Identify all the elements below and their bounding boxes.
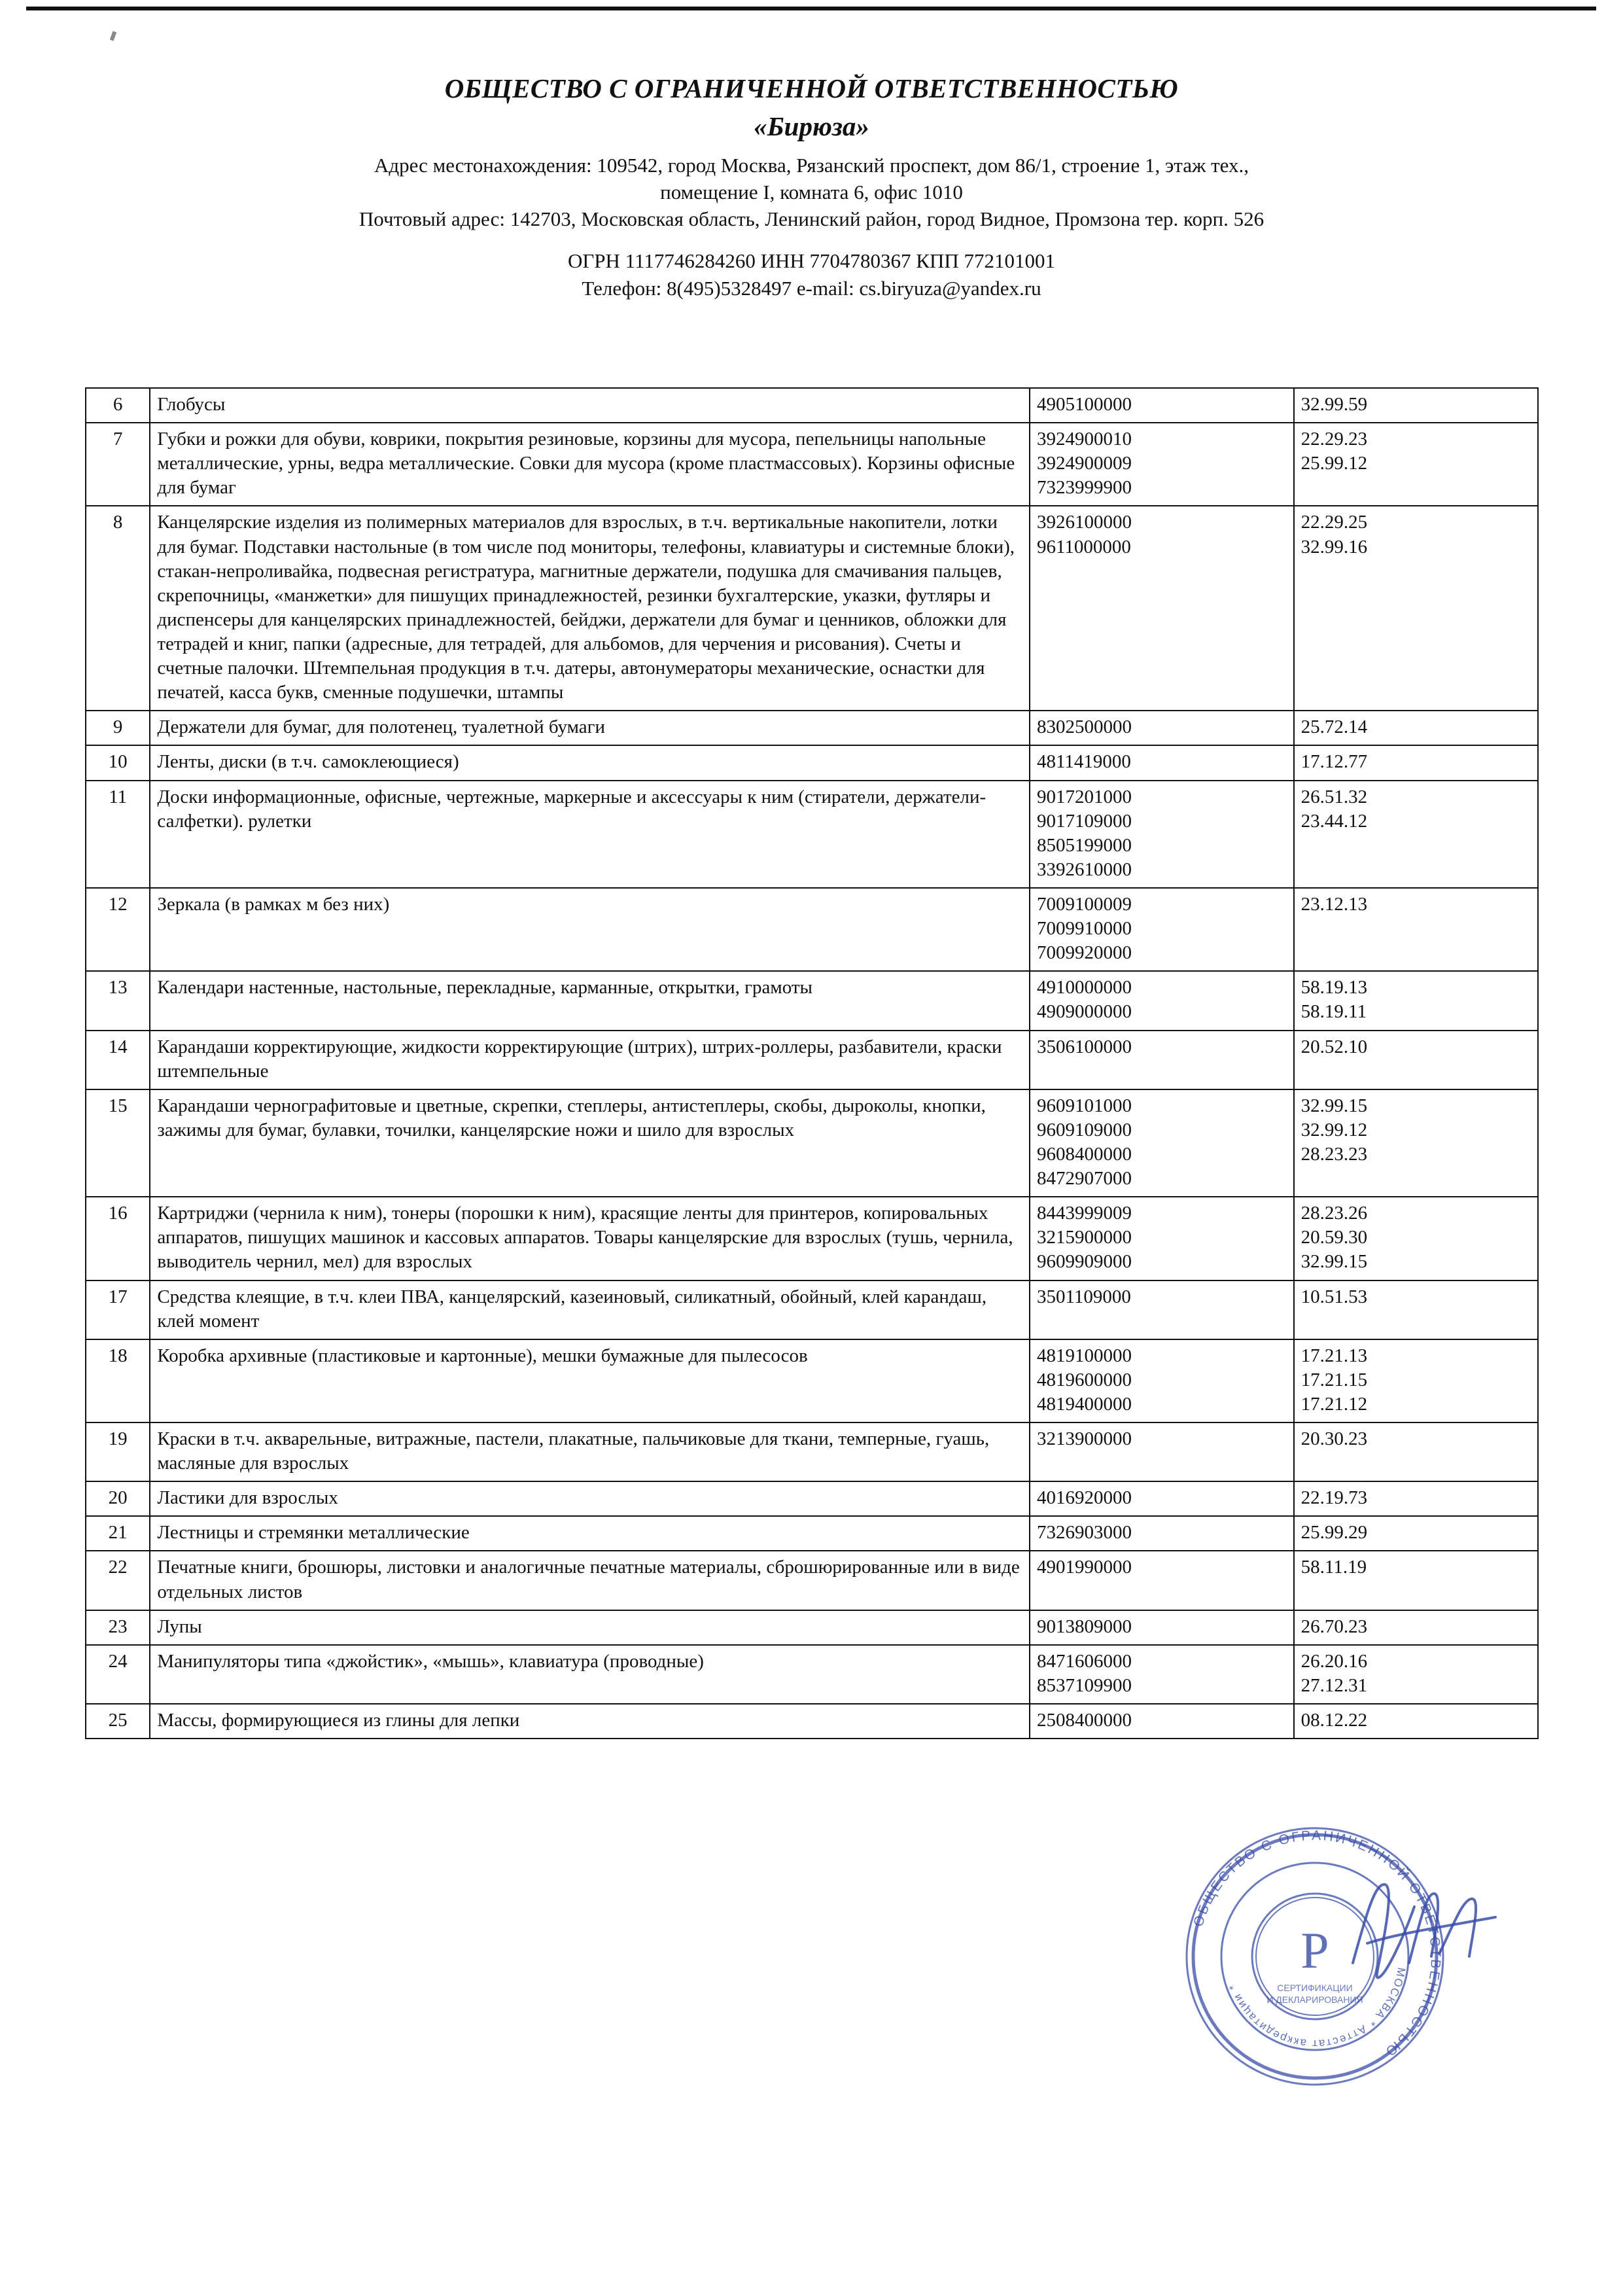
table-row: [86, 423, 1538, 506]
table-row: [86, 1089, 1538, 1197]
row-description: Коробка архивные (пластиковые и картонные), мешки бумажные для пылесосов: [150, 1339, 1030, 1422]
table-row: [86, 506, 1538, 711]
signature: [1341, 1865, 1518, 1996]
code-value: 9608400000: [1036, 1143, 1132, 1165]
code-value: 3924900009: [1036, 453, 1132, 474]
products-table-body: [86, 388, 1538, 1739]
row-number: 11: [86, 781, 150, 888]
row-okpd: [1294, 1481, 1538, 1516]
row-number: 23: [86, 1610, 150, 1645]
row-okpd: [1294, 388, 1538, 423]
row-description: Держатели для бумаг, для полотенец, туалетной бумаги: [150, 711, 1030, 745]
address-line-1: Адрес местонахождения: 109542, город Москва, Рязанский проспект, дом 86/1, строение 1, этаж тех.,: [374, 154, 1249, 177]
row-codes: [1030, 506, 1294, 711]
row-description: Губки и рожки для обуви, коврики, покрытия резиновые, корзины для мусора, пепельницы напольные металлические, урны, ведра металлические. Совки для мусора (кроме пластмассовых). Корзины офисные для бумаг: [150, 423, 1030, 506]
code-value: 4905100000: [1036, 394, 1132, 415]
okpd-value: 23.44.12: [1300, 810, 1368, 832]
okpd-value: 28.23.23: [1300, 1143, 1368, 1165]
okpd-value: 32.99.59: [1300, 394, 1368, 415]
row-number: 21: [86, 1516, 150, 1551]
okpd-value: 20.52.10: [1300, 1036, 1368, 1057]
row-codes: [1030, 971, 1294, 1030]
table-row: [86, 388, 1538, 423]
row-okpd: [1294, 1610, 1538, 1645]
table-row: [86, 1422, 1538, 1481]
okpd-value: 25.99.12: [1300, 453, 1368, 474]
row-okpd: [1294, 1280, 1538, 1339]
okpd-value: 32.99.16: [1300, 536, 1368, 557]
row-okpd: [1294, 423, 1538, 506]
okpd-value: 17.21.12: [1300, 1393, 1368, 1415]
row-okpd: [1294, 506, 1538, 711]
row-description: Манипуляторы типа «джойстик», «мышь», клавиатура (проводные): [150, 1645, 1030, 1704]
row-description: Массы, формирующиеся из глины для лепки: [150, 1704, 1030, 1739]
row-description: Картриджи (чернила к ним), тонеры (порошки к ним), красящие ленты для принтеров, копировальных аппаратов, пишущих машинок и кассовых аппаратов. Товары канцелярские для взрослых (тушь, чернила, выводитель чернил, мел) для взрослых: [150, 1197, 1030, 1280]
row-description: Печатные книги, брошюры, листовки и аналогичные печатные материалы, сброшюрированные или в виде отдельных листов: [150, 1551, 1030, 1610]
code-value: 8537109900: [1036, 1674, 1132, 1696]
row-description: Лупы: [150, 1610, 1030, 1645]
company-registration-details: [0, 247, 1623, 302]
row-codes: [1030, 388, 1294, 423]
okpd-value: 25.72.14: [1300, 716, 1368, 738]
code-value: 8472907000: [1036, 1168, 1132, 1190]
code-value: 8471606000: [1036, 1650, 1132, 1672]
row-description: Краски в т.ч. акварельные, витражные, пастели, плакатные, пальчиковые для ткани, темперные, гуашь, масляные для взрослых: [150, 1422, 1030, 1481]
row-codes: [1030, 1551, 1294, 1610]
company-name: «Бирюза»: [754, 111, 869, 142]
code-value: 4910000000: [1036, 977, 1132, 998]
table-row: [86, 1197, 1538, 1280]
code-value: 7323999900: [1036, 477, 1132, 499]
okpd-value: 28.23.26: [1300, 1203, 1368, 1224]
row-codes: [1030, 423, 1294, 506]
row-number: 24: [86, 1645, 150, 1704]
code-value: 9609109000: [1036, 1119, 1132, 1140]
page-top-rule: [26, 7, 1596, 10]
row-codes: [1030, 1610, 1294, 1645]
row-codes: [1030, 1516, 1294, 1551]
row-number: 25: [86, 1704, 150, 1739]
okpd-value: 20.59.30: [1300, 1227, 1368, 1248]
row-codes: [1030, 1422, 1294, 1481]
code-value: 9013809000: [1036, 1616, 1132, 1637]
letterhead: [0, 72, 1623, 302]
table-row: [86, 1031, 1538, 1089]
svg-text:МОСКВА * Аттестат аккредитац: МОСКВА * Аттестат аккредитации *: [1226, 1966, 1408, 2051]
code-value: 8302500000: [1036, 716, 1132, 738]
okpd-value: 32.99.12: [1300, 1119, 1368, 1140]
row-okpd: [1294, 1031, 1538, 1089]
row-number: 9: [86, 711, 150, 745]
code-value: 4819600000: [1036, 1369, 1132, 1390]
company-stamp: [1174, 1816, 1456, 2097]
row-okpd: [1294, 781, 1538, 888]
table-row: [86, 1481, 1538, 1516]
row-number: 12: [86, 888, 150, 971]
row-description: Ластики для взрослых: [150, 1481, 1030, 1516]
row-description: Зеркала (в рамках м без них): [150, 888, 1030, 971]
table-row: [86, 1280, 1538, 1339]
okpd-value: 17.12.77: [1300, 751, 1368, 773]
row-codes: [1030, 1704, 1294, 1739]
code-value: 7326903000: [1036, 1522, 1132, 1544]
row-okpd: [1294, 1197, 1538, 1280]
row-number: 7: [86, 423, 150, 506]
table-row: [86, 781, 1538, 888]
row-number: 10: [86, 745, 150, 780]
row-description: Ленты, диски (в т.ч. самоклеющиеся): [150, 745, 1030, 780]
row-okpd: [1294, 888, 1538, 971]
address-line-3: Почтовый адрес: 142703, Московская область, Ленинский район, город Видное, Промзона тер. корп. 526: [358, 207, 1265, 231]
table-row: [86, 1339, 1538, 1422]
row-codes: [1030, 1481, 1294, 1516]
products-table: [85, 387, 1539, 1739]
row-okpd: [1294, 1422, 1538, 1481]
row-description: Доски информационные, офисные, чертежные, маркерные и аксессуары к ним (стиратели, держатели-салфетки). рулетки: [150, 781, 1030, 888]
table-row: [86, 1551, 1538, 1610]
okpd-value: 26.51.32: [1300, 786, 1368, 807]
okpd-value: 32.99.15: [1300, 1251, 1368, 1273]
row-description: Лестницы и стремянки металлические: [150, 1516, 1030, 1551]
code-value: 8443999009: [1036, 1203, 1132, 1224]
row-description: Глобусы: [150, 388, 1030, 423]
code-value: 4016920000: [1036, 1487, 1132, 1509]
row-description: Канцелярские изделия из полимерных материалов для взрослых, в т.ч. вертикальные накопители, лотки для бумаг. Подставки настольные (в том числе под мониторы, телефоны, клавиатуры и системные блоки), стакан-непроливайка, подвесная регистратура, магнитные держатели, подушка для смачивания пальцев, скрепочницы, «манжетки» для пишущих принадлежностей, резинки бухгалтерские, указки, футляры и диспенсеры для канцелярских принадлежностей, бейджи, держатели для бумаг и ценников, обложки для тетрадей и книг, папки (адресные, для тетрадей, для альбомов, для черчения и рисования). Счеты и счетные палочки. Штемпельная продукция в т.ч. датеры, автонумераторы механические, оснастки для печатей, касса букв, сменные подушечки, штампы: [150, 506, 1030, 711]
okpd-value: 23.12.13: [1300, 893, 1368, 915]
okpd-value: 26.70.23: [1300, 1616, 1368, 1637]
code-value: 4819100000: [1036, 1345, 1132, 1366]
code-value: 4819400000: [1036, 1393, 1132, 1415]
row-number: 18: [86, 1339, 150, 1422]
row-codes: [1030, 1339, 1294, 1422]
code-value: 9611000000: [1036, 536, 1131, 557]
row-codes: [1030, 888, 1294, 971]
row-okpd: [1294, 1516, 1538, 1551]
okpd-value: 58.11.19: [1300, 1557, 1367, 1578]
row-number: 17: [86, 1280, 150, 1339]
row-number: 8: [86, 506, 150, 711]
okpd-value: 22.29.25: [1300, 512, 1368, 533]
table-row: [86, 1645, 1538, 1704]
code-value: 3215900000: [1036, 1227, 1132, 1248]
code-value: 7009910000: [1036, 918, 1132, 940]
row-description: Средства клеящие, в т.ч. клеи ПВА, канцелярский, казеиновый, силикатный, обойный, клей карандаш, клей момент: [150, 1280, 1030, 1339]
row-number: 13: [86, 971, 150, 1030]
table-row: [86, 745, 1538, 780]
okpd-value: 58.19.13: [1300, 977, 1368, 998]
code-value: 3501109000: [1036, 1286, 1131, 1307]
table-row: [86, 971, 1538, 1030]
row-okpd: [1294, 971, 1538, 1030]
row-description: Карандаши чернографитовые и цветные, скрепки, степлеры, антистеплеры, скобы, дыроколы, кнопки, зажимы для бумаг, булавки, точилки, канцелярские ножи и шило для взрослых: [150, 1089, 1030, 1197]
row-okpd: [1294, 1645, 1538, 1704]
scan-speck: [110, 31, 116, 41]
okpd-value: 20.30.23: [1300, 1428, 1368, 1450]
svg-text:ОБЩЕСТВО С ОГРАНИЧЕННОЙ ОТВЕТС: ОБЩЕСТВО С ОГРАНИЧЕННОЙ ОТВЕТСТВЕННОСТЬЮ: [1191, 1828, 1444, 2060]
code-value: 4909000000: [1036, 1001, 1132, 1023]
okpd-value: 10.51.53: [1300, 1286, 1368, 1307]
okpd-value: 17.21.15: [1300, 1369, 1368, 1390]
row-codes: [1030, 745, 1294, 780]
code-value: 9609909000: [1036, 1251, 1132, 1273]
row-okpd: [1294, 711, 1538, 745]
code-value: 9609101000: [1036, 1095, 1132, 1116]
code-value: 3392610000: [1036, 858, 1132, 880]
table-row: [86, 711, 1538, 745]
company-addresses: [0, 152, 1623, 233]
table-row: [86, 1610, 1538, 1645]
code-value: 8505199000: [1036, 834, 1132, 856]
code-value: 7009920000: [1036, 942, 1132, 964]
code-value: 7009100009: [1036, 893, 1132, 915]
okpd-value: 22.29.23: [1300, 429, 1368, 450]
row-okpd: [1294, 1089, 1538, 1197]
row-okpd: [1294, 745, 1538, 780]
table-row: [86, 888, 1538, 971]
row-codes: [1030, 711, 1294, 745]
table-row: [86, 1516, 1538, 1551]
okpd-value: 25.99.29: [1300, 1522, 1368, 1544]
row-number: 19: [86, 1422, 150, 1481]
code-value: 2508400000: [1036, 1710, 1132, 1731]
address-line-2: помещение I, комната 6, офис 1010: [660, 181, 963, 204]
company-legal-form: ОБЩЕСТВО С ОГРАНИЧЕННОЙ ОТВЕТСТВЕННОСТЬЮ: [444, 73, 1179, 103]
svg-text:И ДЕКЛАРИРОВАНИЯ: И ДЕКЛАРИРОВАНИЯ: [1266, 1994, 1363, 2005]
code-value: 3924900010: [1036, 429, 1132, 450]
row-codes: [1030, 1089, 1294, 1197]
okpd-value: 17.21.13: [1300, 1345, 1368, 1366]
row-number: 22: [86, 1551, 150, 1610]
row-number: 15: [86, 1089, 150, 1197]
contact-line: Телефон: 8(495)5328497 e-mail: cs.biryuza@yandex.ru: [582, 276, 1041, 300]
row-number: 6: [86, 388, 150, 423]
code-value: 3213900000: [1036, 1428, 1132, 1450]
row-description: Карандаши корректирующие, жидкости корректирующие (штрих), штрих-роллеры, разбавители, краски штемпельные: [150, 1031, 1030, 1089]
okpd-value: 22.19.73: [1300, 1487, 1368, 1509]
code-value: 9017109000: [1036, 810, 1132, 832]
row-okpd: [1294, 1551, 1538, 1610]
code-value: 3926100000: [1036, 512, 1132, 533]
row-codes: [1030, 1197, 1294, 1280]
row-codes: [1030, 1031, 1294, 1089]
row-description: Календари настенные, настольные, перекладные, карманные, открытки, грамоты: [150, 971, 1030, 1030]
okpd-value: 32.99.15: [1300, 1095, 1368, 1116]
code-value: 4811419000: [1036, 751, 1131, 773]
svg-text:Р: Р: [1300, 1922, 1329, 1979]
code-value: 9017201000: [1036, 786, 1132, 807]
row-codes: [1030, 1645, 1294, 1704]
row-number: 20: [86, 1481, 150, 1516]
svg-text:СЕРТИФИКАЦИИ: СЕРТИФИКАЦИИ: [1277, 1983, 1353, 1993]
row-number: 14: [86, 1031, 150, 1089]
row-codes: [1030, 1280, 1294, 1339]
row-number: 16: [86, 1197, 150, 1280]
table-row: [86, 1704, 1538, 1739]
row-codes: [1030, 781, 1294, 888]
code-value: 4901990000: [1036, 1557, 1132, 1578]
okpd-value: 58.19.11: [1300, 1001, 1367, 1023]
row-okpd: [1294, 1704, 1538, 1739]
row-okpd: [1294, 1339, 1538, 1422]
okpd-value: 26.20.16: [1300, 1650, 1368, 1672]
okpd-value: 27.12.31: [1300, 1674, 1368, 1696]
registration-codes: ОГРН 1117746284260 ИНН 7704780367 КПП 772101001: [568, 249, 1055, 272]
okpd-value: 08.12.22: [1300, 1710, 1368, 1731]
code-value: 3506100000: [1036, 1036, 1132, 1057]
